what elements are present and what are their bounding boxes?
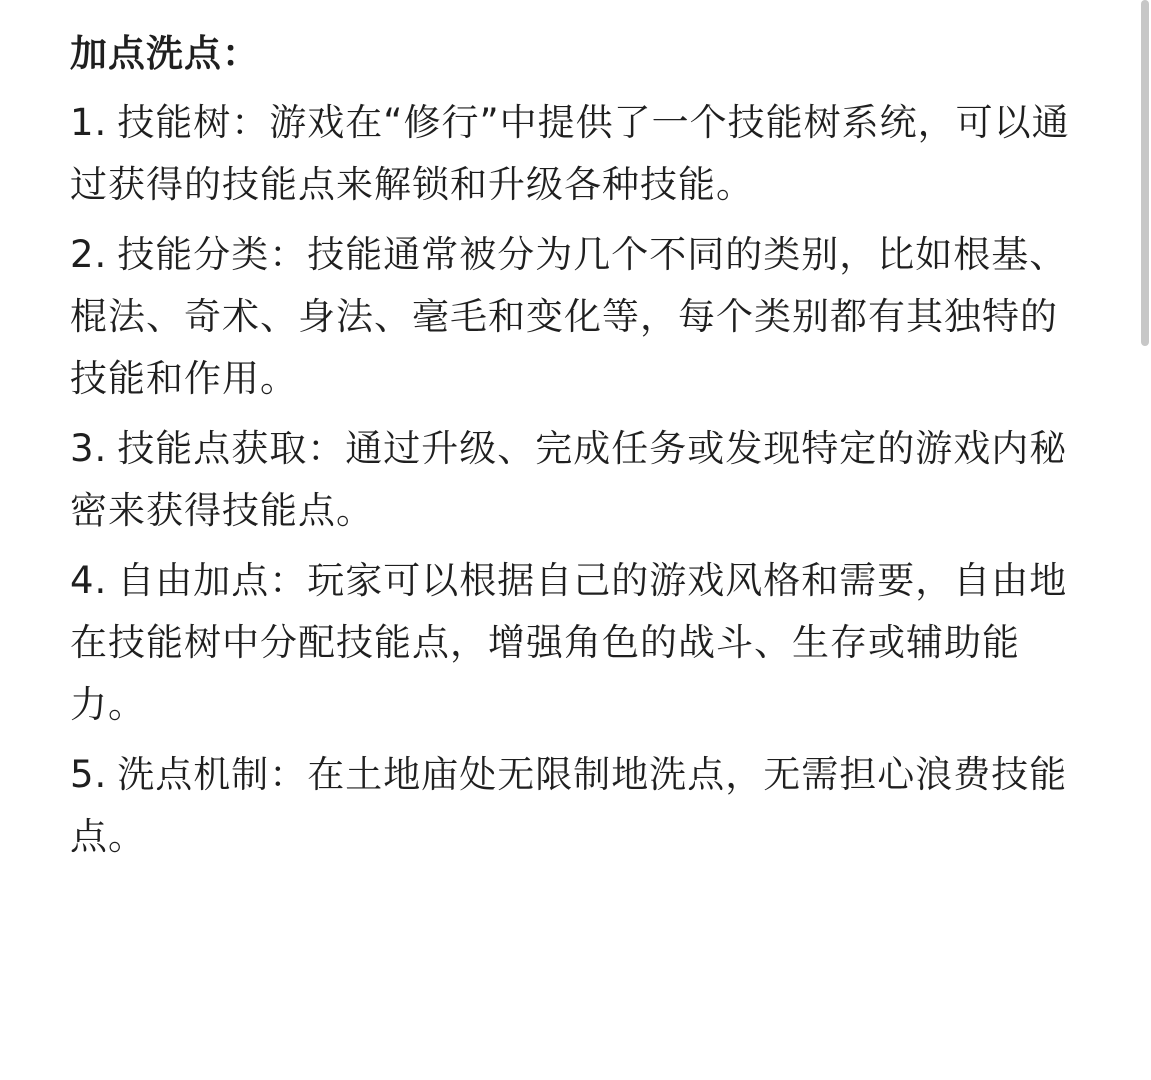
item-text: 自由加点：玩家可以根据自己的游戏风格和需要，自由地在技能树中分配技能点，增强角色的战斗、生存或辅助能力。 <box>70 559 1068 726</box>
item-number: 2. <box>70 233 108 276</box>
item-number: 4. <box>70 559 108 602</box>
list-item <box>70 744 1080 868</box>
item-number: 3. <box>70 427 108 470</box>
list-item <box>70 224 1080 410</box>
article-content <box>70 26 1080 876</box>
section-heading: 加点洗点： <box>70 32 260 75</box>
scrollbar-thumb[interactable] <box>1141 0 1149 346</box>
list-item <box>70 92 1080 216</box>
item-text: 技能树：游戏在“修行”中提供了一个技能树系统，可以通过获得的技能点来解锁和升级各种技能。 <box>70 101 1070 206</box>
list-item <box>70 550 1080 736</box>
list-item <box>70 418 1080 542</box>
item-text: 技能分类：技能通常被分为几个不同的类别，比如根基、棍法、奇术、身法、毫毛和变化等，每个类别都有其独特的技能和作用。 <box>70 233 1068 400</box>
item-number: 5. <box>70 753 108 796</box>
vertical-scrollbar[interactable] <box>1139 0 1149 350</box>
item-text: 技能点获取：通过升级、完成任务或发现特定的游戏内秘密来获得技能点。 <box>70 427 1068 532</box>
item-text: 洗点机制：在土地庙处无限制地洗点，无需担心浪费技能点。 <box>70 753 1068 858</box>
item-number: 1. <box>70 101 108 144</box>
